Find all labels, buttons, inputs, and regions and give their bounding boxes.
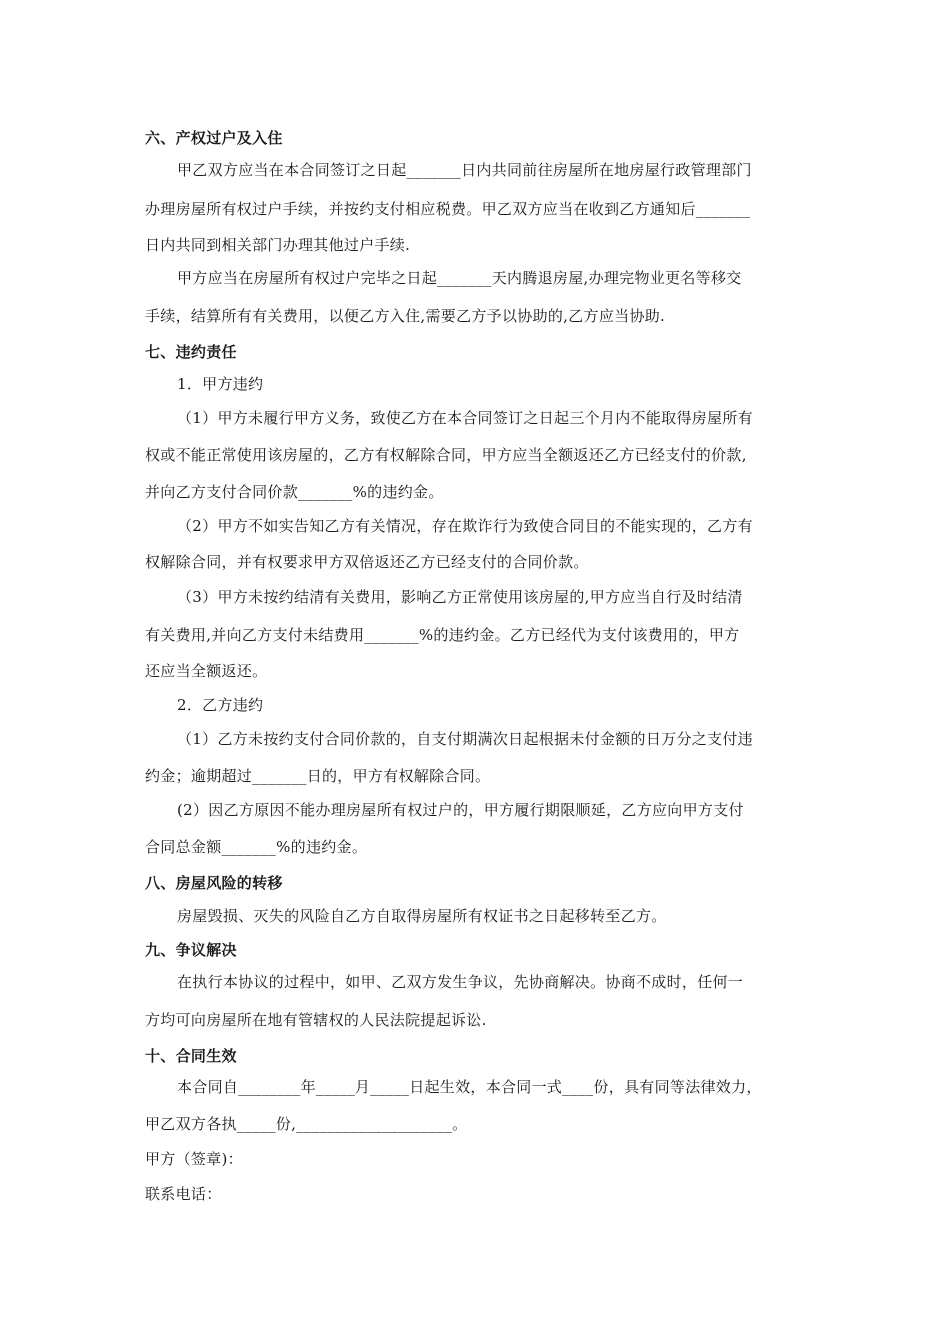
paragraph-line: 约金；逾期超过_______日的，甲方有权解除合同。 xyxy=(145,767,491,785)
paragraph-line: (2）因乙方原因不能办理房屋所有权过户的，甲方履行期限顺延，乙方应向甲方支付 xyxy=(177,801,744,819)
paragraph-line: 甲乙双方各执_____份,____________________。 xyxy=(145,1115,468,1133)
signature-party-a: 甲方（签章)： xyxy=(145,1150,243,1168)
paragraph-line: 权或不能正常使用该房屋的，乙方有权解除合同，甲方应当全额返还乙方已经支付的价款, xyxy=(145,446,747,464)
subsection-heading: 1．甲方违约 xyxy=(177,375,264,393)
paragraph-line: 办理房屋所有权过户手续，并按约支付相应税费。甲乙双方应当在收到乙方通知后_______ xyxy=(145,200,751,218)
paragraph-line: 方均可向房屋所在地有管辖权的人民法院提起诉讼. xyxy=(145,1011,487,1029)
section-heading-6: 六、产权过户及入住 xyxy=(145,129,283,147)
paragraph-line: 并向乙方支付合同价款_______%的违约金。 xyxy=(145,483,444,501)
paragraph-line: 权解除合同，并有权要求甲方双倍返还乙方已经支付的合同价款。 xyxy=(145,553,589,571)
paragraph-line: （2）甲方不如实告知乙方有关情况，存在欺诈行为致使合同目的不能实现的，乙方有 xyxy=(177,517,753,535)
paragraph-line: （3）甲方未按约结清有关费用，影响乙方正常使用该房屋的,甲方应当自行及时结清 xyxy=(177,588,743,606)
paragraph-line: 在执行本协议的过程中，如甲、乙双方发生争议，先协商解决。协商不成时，任何一 xyxy=(177,973,744,991)
paragraph-line: 合同总金额_______%的违约金。 xyxy=(145,838,368,856)
contact-phone-label: 联系电话： xyxy=(145,1185,222,1203)
paragraph-line: 本合同自________年_____月_____日起生效，本合同一式____份，具有同等法律效力， xyxy=(177,1078,762,1096)
section-heading-7: 七、违约责任 xyxy=(145,343,237,361)
paragraph-line: （1）乙方未按约支付合同价款的，自支付期满次日起根据未付金额的日万分之支付违 xyxy=(177,730,753,748)
subsection-heading: 2．乙方违约 xyxy=(177,696,264,714)
paragraph-line: 甲乙双方应当在本合同签订之日起_______日内共同前往房屋所在地房屋行政管理部门 xyxy=(177,161,752,179)
paragraph-line: 手续，结算所有有关费用，以便乙方入住,需要乙方予以协助的,乙方应当协助. xyxy=(145,307,666,325)
paragraph-line: 甲方应当在房屋所有权过户完毕之日起_______天内腾退房屋,办理完物业更名等移交 xyxy=(177,269,742,287)
paragraph-line: （1）甲方未履行甲方义务，致使乙方在本合同签订之日起三个月内不能取得房屋所有 xyxy=(177,409,753,427)
paragraph-line: 日内共同到相关部门办理其他过户手续. xyxy=(145,236,411,254)
section-heading-10: 十、合同生效 xyxy=(145,1047,237,1065)
paragraph-line: 还应当全额返还。 xyxy=(145,662,268,680)
section-heading-9: 九、争议解决 xyxy=(145,941,237,959)
paragraph-line: 有关费用,并向乙方支付未结费用_______%的违约金。乙方已经代为支付该费用的，甲方 xyxy=(145,626,740,644)
section-heading-8: 八、房屋风险的转移 xyxy=(145,874,283,892)
paragraph-line: 房屋毁损、灭失的风险自乙方自取得房屋所有权证书之日起移转至乙方。 xyxy=(177,907,667,925)
